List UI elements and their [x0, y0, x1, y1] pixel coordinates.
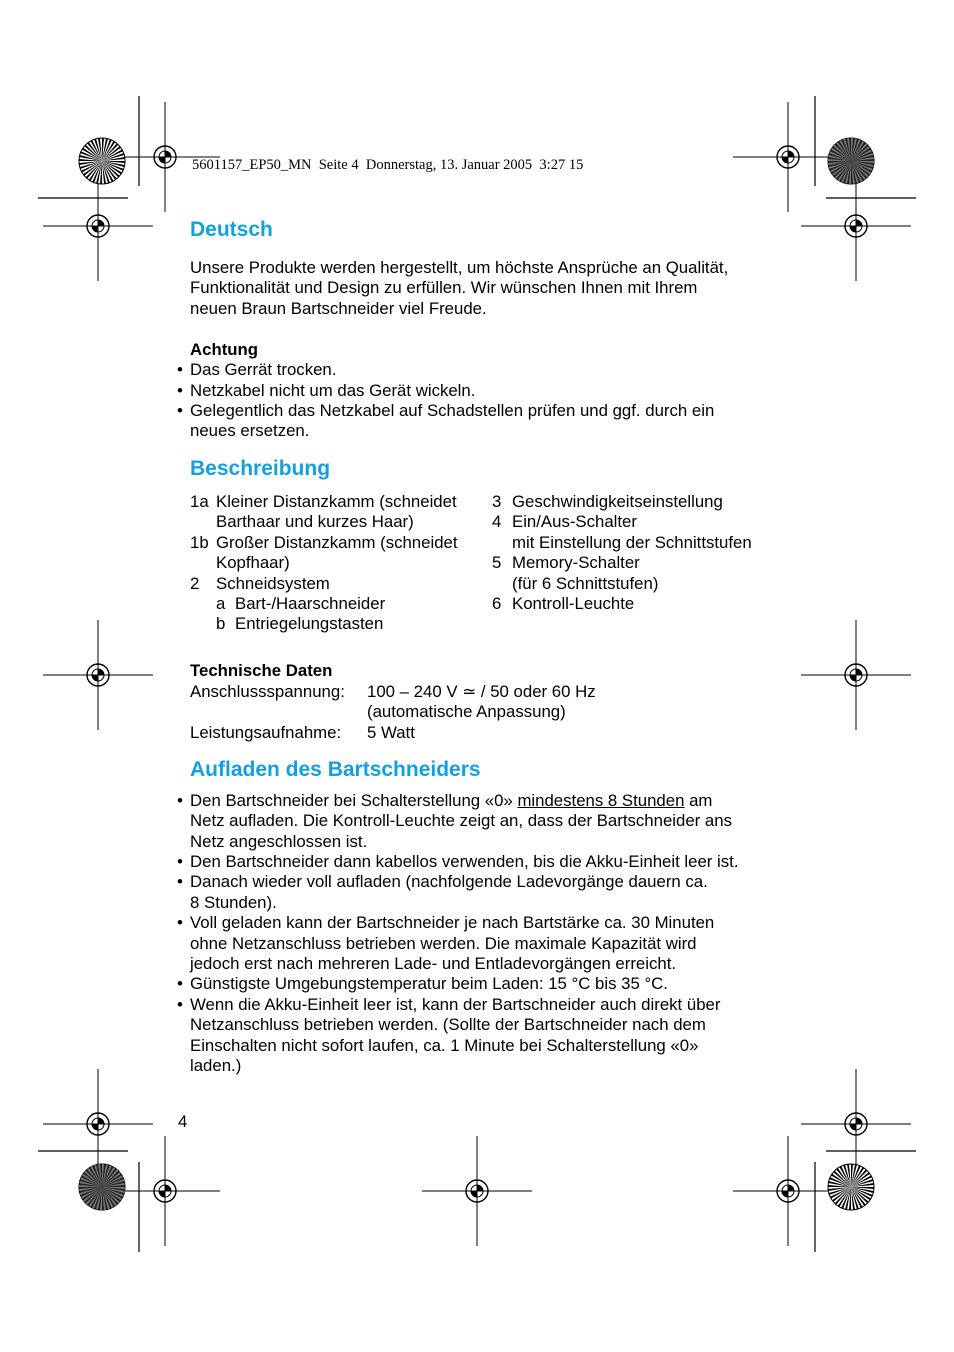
starburst-color-bar-icon: [79, 138, 125, 184]
page-number: 4: [178, 1112, 188, 1131]
intro-paragraph: [190, 258, 728, 319]
description-text: Bart-/Haarschneider: [235, 594, 386, 613]
description-number: 1a: [190, 492, 209, 511]
description-number: 2: [190, 573, 200, 593]
description-number: 6: [492, 594, 502, 613]
charging-item: • Günstigste Umgebungstemperatur beim Laden: 15 °C bis 35 °C.: [177, 974, 668, 994]
registration-target-icon: [801, 171, 911, 281]
description-text: (für 6 Schnittstufen): [512, 573, 659, 593]
bullet: •: [177, 994, 183, 1014]
section-title-beschreibung: Beschreibung: [190, 457, 331, 480]
bullet: •: [177, 913, 183, 933]
description-number: 4: [492, 512, 502, 532]
starburst-color-bar-icon: [828, 1164, 874, 1210]
caution-item: • Netzkabel nicht um das Gerät wickeln.: [177, 381, 476, 400]
charging-item: • Den Bartschneider dann kabellos verwenden, bis die Akku-Einheit leer ist.: [177, 852, 739, 871]
registration-target-icon: [43, 1069, 153, 1179]
registration-target-icon: [422, 1136, 532, 1246]
charging-item: • Danach wieder voll aufladen (nachfolgende Ladevorgänge dauern ca. 8 Stunden).: [177, 872, 708, 912]
section-title-deutsch: Deutsch: [190, 218, 273, 241]
description-sub-letter: a: [216, 594, 226, 613]
tech-label: Leistungsaufnahme:: [190, 723, 342, 742]
tech-heading: Technische Daten: [190, 661, 333, 680]
charging-item: • Den Bartschneider bei Schalterstellung «0» mindestens 8 Stunden am Netz aufladen. Die Kontroll-Leuchte zeigt an, dass der Bartschneider ans Netz angeschlossen ist.: [177, 791, 732, 851]
description-text: mit Einstellung der Schnittstufen: [512, 532, 752, 552]
registration-target-icon: [801, 620, 911, 730]
description-number: 1b: [190, 532, 209, 552]
charging-item: • Voll geladen kann der Bartschneider je nach Bartstärke ca. 30 Minuten ohne Netzanschluss betrieben werden. Die maximale Kapazität wird jedoch erst nach mehreren Lade- und Entladevorgängen erreicht.: [177, 913, 715, 973]
registration-target-icon: [733, 1136, 843, 1246]
bullet: •: [177, 872, 183, 892]
bullet: •: [177, 791, 183, 810]
description-number: 5: [492, 553, 502, 573]
intro-line: neuen Braun Bartschneider viel Freude.: [190, 298, 487, 318]
description-text: Entriegelungstasten: [235, 614, 384, 634]
description-sub-letter: b: [216, 614, 226, 634]
registration-target-icon: [733, 102, 843, 212]
description-text: Kontroll-Leuchte: [512, 594, 635, 613]
description-text: Geschwindigkeitseinstellung: [512, 492, 723, 511]
registration-target-icon: [801, 1069, 911, 1179]
caution-item: • Das Gerrät trocken.: [177, 360, 337, 379]
section-title-aufladen: Aufladen des Bartschneiders: [190, 758, 481, 781]
bullet: •: [177, 381, 183, 400]
bullet: •: [177, 360, 183, 379]
description-number: 3: [492, 492, 502, 511]
description-text: Kopfhaar): [216, 553, 290, 573]
starburst-color-bar-icon: [79, 1164, 125, 1210]
description-text: Memory-Schalter: [512, 553, 640, 573]
tech-value: 100 – 240 V ≃ / 50 oder 60 Hz: [367, 682, 596, 701]
description-text: Kleiner Distanzkamm (schneidet: [216, 492, 457, 511]
starburst-color-bar-icon: [828, 138, 874, 184]
description-text: Ein/Aus-Schalter: [512, 512, 637, 532]
intro-line: Unsere Produkte werden hergestellt, um höchste Ansprüche an Qualität,: [190, 258, 729, 277]
bullet: •: [177, 974, 183, 994]
caution-heading: Achtung: [190, 340, 259, 359]
registration-target-icon: [43, 171, 153, 281]
tech-value: (automatische Anpassung): [367, 702, 566, 721]
emphasis-duration: mindestens 8 Stunden: [517, 791, 685, 810]
print-header: 5601157_EP50_MN Seite 4 Donnerstag, 13. Januar 2005 3:27 15: [192, 157, 584, 173]
tech-value: 5 Watt: [367, 723, 415, 742]
bullet: •: [177, 401, 183, 420]
charging-item: • Wenn die Akku-Einheit leer ist, kann der Bartschneider auch direkt über Netzanschluss betrieben werden. (Sollte der Bartschneider nach dem Einschalten nicht sofort laufen, ca. 1 Minute bei Schalterstellung «0» laden.): [177, 994, 721, 1076]
caution-item: • Gelegentlich das Netzkabel auf Schadstellen prüfen und ggf. durch ein neues ersetzen.: [177, 401, 715, 441]
description-text: Barthaar und kurzes Haar): [216, 512, 414, 532]
description-text: Schneidsystem: [216, 573, 330, 593]
registration-target-icon: [43, 620, 153, 730]
description-text: Großer Distanzkamm (schneidet: [216, 532, 458, 552]
intro-line: Funktionalität und Design zu erfüllen. Wir wünschen Ihnen mit Ihrem: [190, 278, 698, 298]
tech-label: Anschlussspannung:: [190, 682, 345, 701]
registration-target-icon: [110, 1136, 220, 1246]
bullet: •: [177, 852, 183, 871]
